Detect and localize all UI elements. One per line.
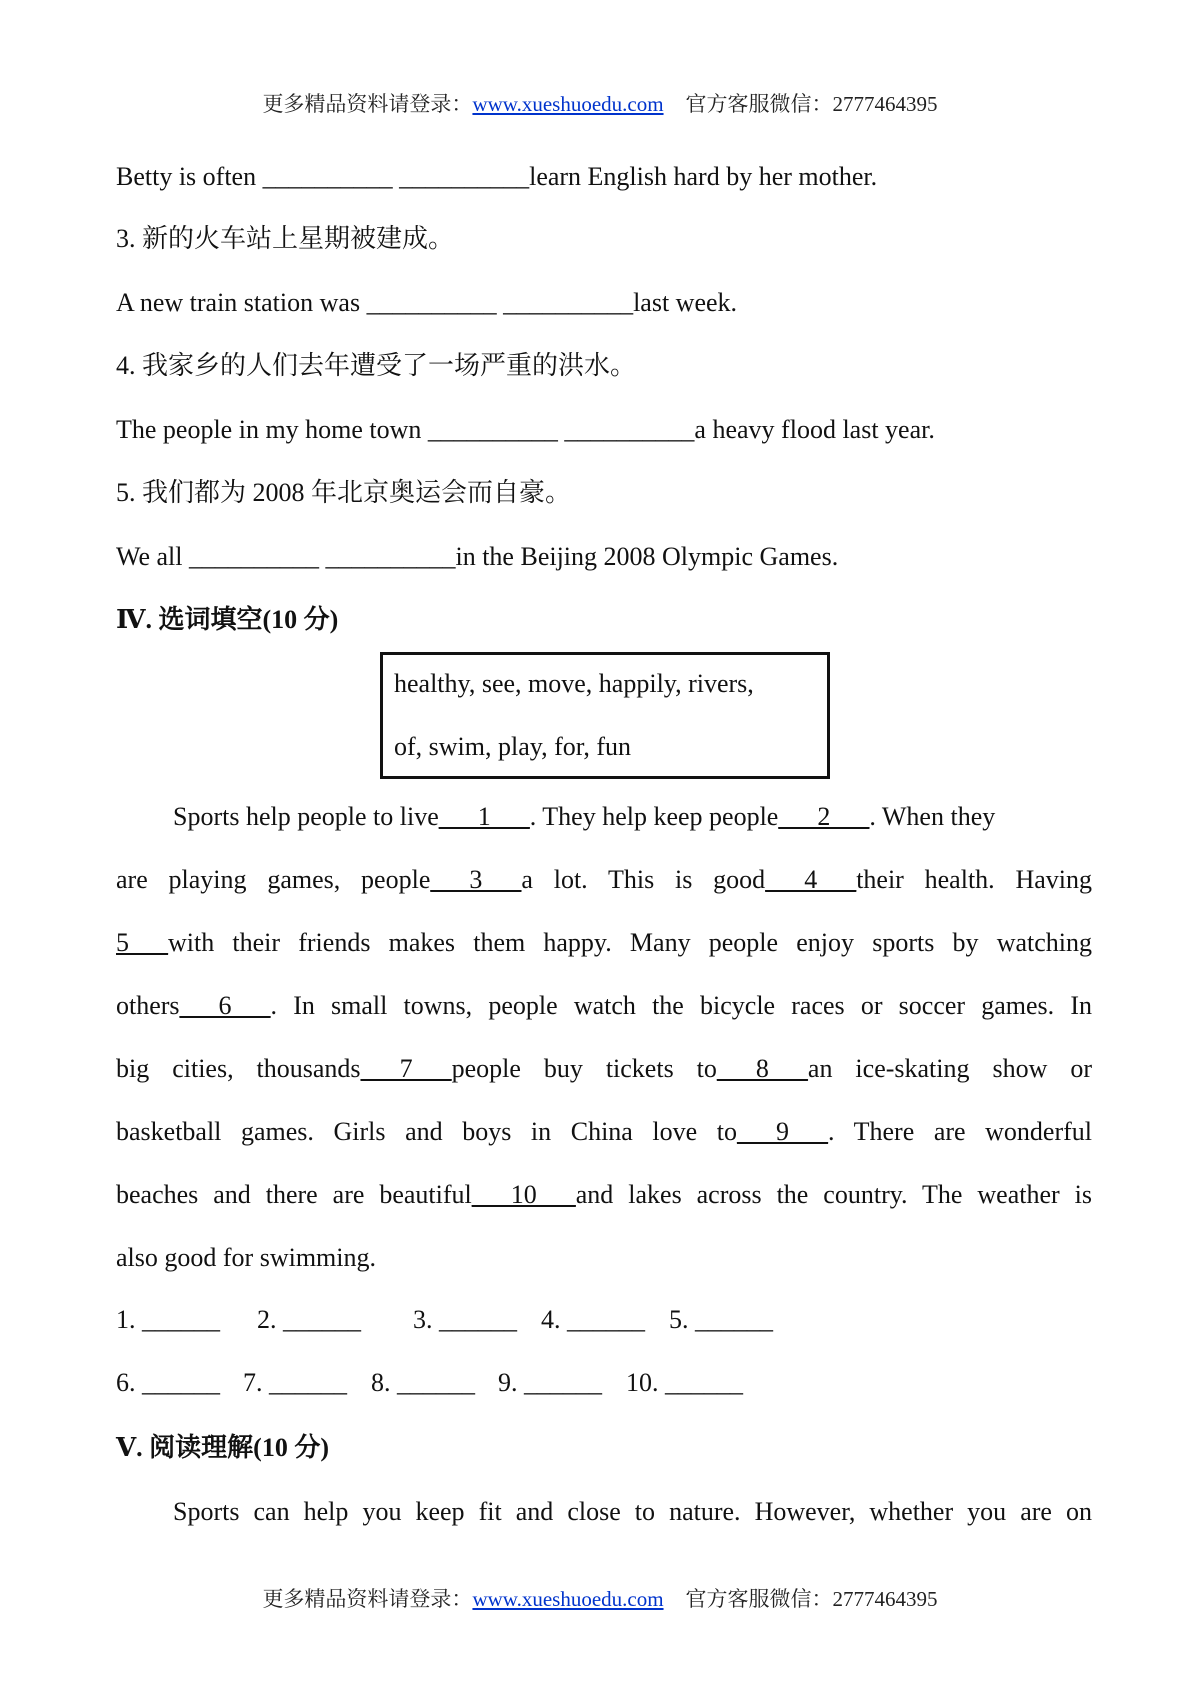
answer-7: 7. ______ <box>243 1368 347 1397</box>
header-left-text: 更多精品资料请登录： <box>262 92 473 116</box>
word-box-line1: healthy, see, move, happily, rivers, <box>394 669 754 698</box>
answer-3: 3. ______ <box>413 1305 517 1334</box>
page-header <box>0 88 1200 118</box>
section5-title: Ⅴ. 阅读理解(10 分) <box>116 1433 329 1462</box>
q2-english: Betty is often __________ __________learn English hard by her mother. <box>116 162 878 191</box>
answer-2: 2. ______ <box>257 1305 361 1334</box>
footer-site-link[interactable]: www.xueshuoedu.com <box>472 1587 664 1611</box>
answer-1: 1. ______ <box>116 1305 220 1334</box>
section5-passage-line-1: Sports can help you keep fit and close to nature. However, whether you are on <box>173 1497 1092 1526</box>
q3-english: A new train station was __________ __________last week. <box>116 288 738 317</box>
passage-line-4: others___6___. In small towns, people watch the bicycle races or soccer games. In <box>116 991 1092 1020</box>
blank-7: ___7___ <box>360 1054 452 1083</box>
blank-8: ___8___ <box>716 1054 808 1083</box>
header-site-link[interactable]: www.xueshuoedu.com <box>472 92 664 116</box>
answer-6: 6. ______ <box>116 1368 220 1397</box>
answer-4: 4. ______ <box>541 1305 645 1334</box>
header-wechat: 官方客服微信：2777464395 <box>685 92 938 116</box>
answer-9: 9. ______ <box>498 1368 602 1397</box>
q4-english: The people in my home town __________ __________a heavy flood last year. <box>116 415 935 444</box>
q3-chinese: 3. 新的火车站上星期被建成。 <box>116 224 455 253</box>
passage-line-8: also good for swimming. <box>116 1243 376 1272</box>
answer-8: 8. ______ <box>371 1368 475 1397</box>
passage-line-7: beaches and there are beautiful___10___and lakes across the country. The weather is <box>116 1180 1092 1209</box>
blank-9: ___9___ <box>737 1117 828 1146</box>
q5-chinese: 5. 我们都为 2008 年北京奥运会而自豪。 <box>116 478 572 507</box>
word-box <box>380 652 830 779</box>
blank-10: ___10___ <box>471 1180 576 1209</box>
answer-10: 10. ______ <box>626 1368 743 1397</box>
passage-line-3: 5___with their friends makes them happy. Many people enjoy sports by watching <box>116 928 1092 957</box>
blank-1: ___1___ <box>438 802 530 831</box>
q4-chinese: 4. 我家乡的人们去年遭受了一场严重的洪水。 <box>116 351 637 380</box>
blank-4: ___4___ <box>765 865 857 894</box>
blank-3: ___3___ <box>430 865 522 894</box>
q5-english: We all __________ __________in the Beijing 2008 Olympic Games. <box>116 542 839 571</box>
answer-5: 5. ______ <box>669 1305 773 1334</box>
passage-line-5: big cities, thousands___7___people buy tickets to___8___an ice-skating show or <box>116 1054 1093 1083</box>
page-footer <box>0 1583 1200 1613</box>
blank-5: 5___ <box>116 928 168 957</box>
passage-line-6: basketball games. Girls and boys in China love to___9___. There are wonderful <box>116 1117 1093 1146</box>
passage-line-1: Sports help people to live___1___. They help keep people___2___. When they <box>173 802 996 831</box>
footer-wechat: 官方客服微信：2777464395 <box>685 1587 938 1611</box>
blank-2: ___2___ <box>778 802 870 831</box>
word-box-line2: of, swim, play, for, fun <box>394 732 632 761</box>
passage-line-2: are playing games, people___3___a lot. This is good___4___their health. Having <box>116 865 1093 894</box>
blank-6: ___6___ <box>179 991 271 1020</box>
section4-title: Ⅳ. 选词填空(10 分) <box>116 605 339 634</box>
footer-left-text: 更多精品资料请登录： <box>262 1587 473 1611</box>
